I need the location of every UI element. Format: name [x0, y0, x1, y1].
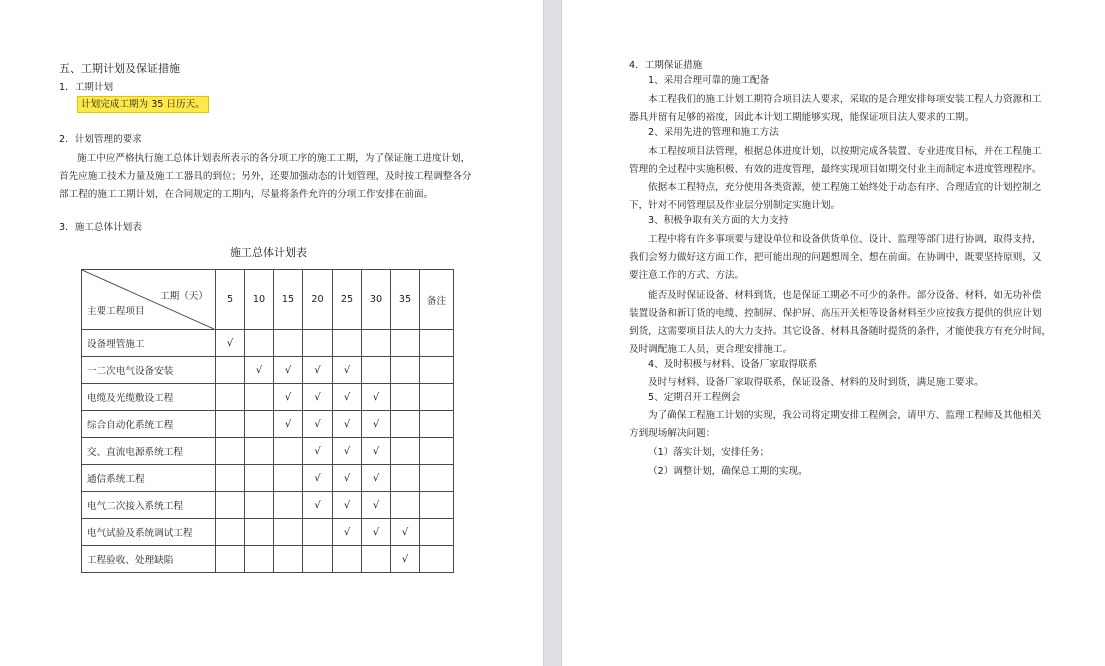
empty-cell: [216, 357, 245, 384]
check-mark-cell: √: [333, 438, 362, 465]
item-heading: 5、定期召开工程例会: [648, 392, 741, 403]
table-row: [82, 357, 454, 384]
item-heading: 1、采用合理可靠的施工配备: [648, 75, 770, 86]
row-item-name: 一二次电气设备安装: [82, 357, 216, 384]
row-item-name: 综合自动化系统工程: [82, 411, 216, 438]
paragraph-line: 部工程的施工工期计划，在合同规定的工期内，尽量将条件允许的分项工作安排在前面。: [59, 189, 434, 200]
check-mark-cell: √: [362, 411, 391, 438]
empty-cell: [391, 492, 420, 519]
row-item-name: 通信系统工程: [82, 465, 216, 492]
empty-cell: [391, 438, 420, 465]
empty-cell: [362, 330, 391, 357]
column-header: 30: [362, 270, 391, 330]
table-row: [82, 330, 454, 357]
sub-heading-overall-table: 3．施工总体计划表: [59, 222, 142, 233]
table-title: 施工总体计划表: [230, 246, 307, 259]
sub-heading-plan-management: 2．计划管理的要求: [59, 134, 142, 145]
sub-heading-schedule: 1．工期计划: [59, 82, 114, 93]
paragraph-line: 我们会努力做好这方面工作，把可能出现的问题想周全、想在前面。在协调中，既要坚持原则，又: [629, 252, 1042, 263]
empty-cell: [245, 384, 274, 411]
empty-cell: [362, 546, 391, 573]
check-mark-cell: √: [303, 438, 333, 465]
check-mark-cell: √: [274, 411, 303, 438]
empty-cell: [391, 330, 420, 357]
check-mark-cell: √: [362, 492, 391, 519]
paragraph-line: 器具并留有足够的裕度，因此本计划工期能够实现，能保证项目法人要求的工期。: [629, 112, 975, 123]
corner-label-items: 主要工程项目: [87, 306, 145, 317]
row-item-name: 电气试验及系统调试工程: [82, 519, 216, 546]
empty-cell: [245, 492, 274, 519]
remarks-cell: [420, 411, 454, 438]
column-header: 15: [274, 270, 303, 330]
empty-cell: [274, 492, 303, 519]
list-item: （2）调整计划，确保总工期的实现。: [648, 466, 808, 477]
empty-cell: [245, 411, 274, 438]
check-mark-cell: √: [303, 357, 333, 384]
paragraph-line: 为了确保工程施工计划的实现，我公司将定期安排工程例会，请甲方、监理工程师及其他相关: [648, 410, 1042, 421]
remarks-cell: [420, 465, 454, 492]
check-mark-cell: √: [245, 357, 274, 384]
paragraph-line: 施工中应严格执行施工总体计划表所表示的各分项工序的施工工期，为了保证施工进度计划，: [77, 153, 471, 164]
paragraph-line: 工程中将有许多事项要与建设单位和设备供货单位、设计、监理等部门进行协调，取得支持，: [648, 234, 1042, 245]
empty-cell: [303, 546, 333, 573]
check-mark-cell: √: [362, 519, 391, 546]
check-mark-cell: √: [391, 519, 420, 546]
table-row: [82, 492, 454, 519]
column-header-remarks: 备注: [420, 270, 454, 330]
row-item-name: 工程验收、处理缺陷: [82, 546, 216, 573]
empty-cell: [216, 411, 245, 438]
column-header: 20: [303, 270, 333, 330]
paragraph-line: 管理的全过程中实施积极、有效的进度管理，最终实现项目如期交付业主而制定本进度管理程序。: [629, 164, 1042, 175]
paragraph-line: 装置设备和新订货的电缆、控制屏、保护屏、高压开关柜等设备材料至少应按我方提供的供应计划: [629, 308, 1042, 319]
remarks-cell: [420, 438, 454, 465]
paragraph-line: 首先应施工技术力量及施工工器具的到位；另外，还要加强动态的计划管理，及时按工程调整各分: [59, 171, 472, 182]
check-mark-cell: √: [362, 384, 391, 411]
check-mark-cell: √: [303, 465, 333, 492]
remarks-cell: [420, 546, 454, 573]
empty-cell: [391, 411, 420, 438]
remarks-cell: [420, 384, 454, 411]
empty-cell: [216, 384, 245, 411]
paragraph-line: 能否及时保证设备、材料到货，也是保证工期必不可少的条件。部分设备、材料，如无功补偿: [648, 290, 1042, 301]
corner-label-duration: 工期（天）: [160, 291, 208, 302]
empty-cell: [216, 438, 245, 465]
document-page-right: [562, 0, 1105, 666]
paragraph-line: 要注意工作的方式、方法。: [629, 270, 745, 281]
item-heading: 2、采用先进的管理和施工方法: [648, 127, 779, 138]
section-title: 五、工期计划及保证措施: [59, 62, 180, 75]
check-mark-cell: √: [303, 492, 333, 519]
empty-cell: [274, 519, 303, 546]
check-mark-cell: √: [303, 411, 333, 438]
column-header: 25: [333, 270, 362, 330]
table-header-row: [82, 270, 454, 330]
column-header: 5: [216, 270, 245, 330]
table-row: [82, 411, 454, 438]
empty-cell: [245, 438, 274, 465]
check-mark-cell: √: [274, 357, 303, 384]
empty-cell: [333, 330, 362, 357]
row-item-name: 交、直流电源系统工程: [82, 438, 216, 465]
remarks-cell: [420, 492, 454, 519]
check-mark-cell: √: [303, 384, 333, 411]
paragraph-line: 方到现场解决问题：: [629, 428, 716, 439]
paragraph-line: 依据本工程特点，充分使用各类资源，使工程施工始终处于动态有序、合理适宜的计划控制之: [648, 182, 1042, 193]
schedule-table: [81, 269, 454, 573]
empty-cell: [216, 465, 245, 492]
column-header: 35: [391, 270, 420, 330]
check-mark-cell: √: [391, 546, 420, 573]
empty-cell: [391, 384, 420, 411]
paragraph-line: 本工程我们的施工计划工期符合项目法人要求，采取的是合理安排每项安装工程人力资源和工: [648, 94, 1042, 105]
empty-cell: [245, 519, 274, 546]
remarks-cell: [420, 519, 454, 546]
empty-cell: [274, 330, 303, 357]
empty-cell: [274, 546, 303, 573]
check-mark-cell: √: [333, 411, 362, 438]
table-row: [82, 546, 454, 573]
paragraph-line: 本工程按项目法管理，根据总体进度计划，以按期完成各装置、专业进度目标，并在工程施工: [648, 146, 1042, 157]
check-mark-cell: √: [333, 519, 362, 546]
empty-cell: [274, 465, 303, 492]
remarks-cell: [420, 357, 454, 384]
empty-cell: [245, 330, 274, 357]
paragraph-line: 到货，这需要项目法人的大力支持。其它设备、材料具备随时提货的条件，才能使我方有充分时间，: [629, 326, 1052, 337]
check-mark-cell: √: [274, 384, 303, 411]
list-item: （1）落实计划，安排任务；: [648, 447, 770, 458]
empty-cell: [245, 546, 274, 573]
check-mark-cell: √: [333, 492, 362, 519]
remarks-cell: [420, 330, 454, 357]
table-row: [82, 438, 454, 465]
table-row: [82, 465, 454, 492]
empty-cell: [333, 546, 362, 573]
check-mark-cell: √: [333, 384, 362, 411]
empty-cell: [216, 519, 245, 546]
corner-header-cell: [82, 270, 216, 330]
row-item-name: 电气二次接入系统工程: [82, 492, 216, 519]
column-header: 10: [245, 270, 274, 330]
paragraph-line: 及时调配施工人员，更合理安排施工。: [629, 344, 793, 355]
empty-cell: [303, 519, 333, 546]
row-item-name: 电缆及光缆敷设工程: [82, 384, 216, 411]
table-row: [82, 384, 454, 411]
document-page-left: [0, 0, 543, 666]
sub-heading-guarantee: 4．工期保证措施: [629, 60, 703, 71]
empty-cell: [391, 465, 420, 492]
empty-cell: [245, 465, 274, 492]
paragraph-line: 及时与材料、设备厂家取得联系，保证设备、材料的及时到货，满足施工要求。: [648, 377, 984, 388]
paragraph-line: 下，针对不同管理层及作业层分别制定实施计划。: [629, 200, 841, 211]
table-row: [82, 519, 454, 546]
check-mark-cell: √: [333, 465, 362, 492]
row-item-name: 设备埋管施工: [82, 330, 216, 357]
empty-cell: [216, 546, 245, 573]
page-gap: [543, 0, 562, 666]
item-heading: 3、积极争取有关方面的大力支持: [648, 215, 789, 226]
empty-cell: [303, 330, 333, 357]
empty-cell: [216, 492, 245, 519]
item-heading: 4、及时积极与材料、设备厂家取得联系: [648, 359, 818, 370]
empty-cell: [391, 357, 420, 384]
check-mark-cell: √: [362, 438, 391, 465]
check-mark-cell: √: [216, 330, 245, 357]
empty-cell: [362, 357, 391, 384]
check-mark-cell: √: [362, 465, 391, 492]
highlighted-duration: 计划完成工期为 35 日历天。: [77, 96, 209, 113]
empty-cell: [274, 438, 303, 465]
check-mark-cell: √: [333, 357, 362, 384]
